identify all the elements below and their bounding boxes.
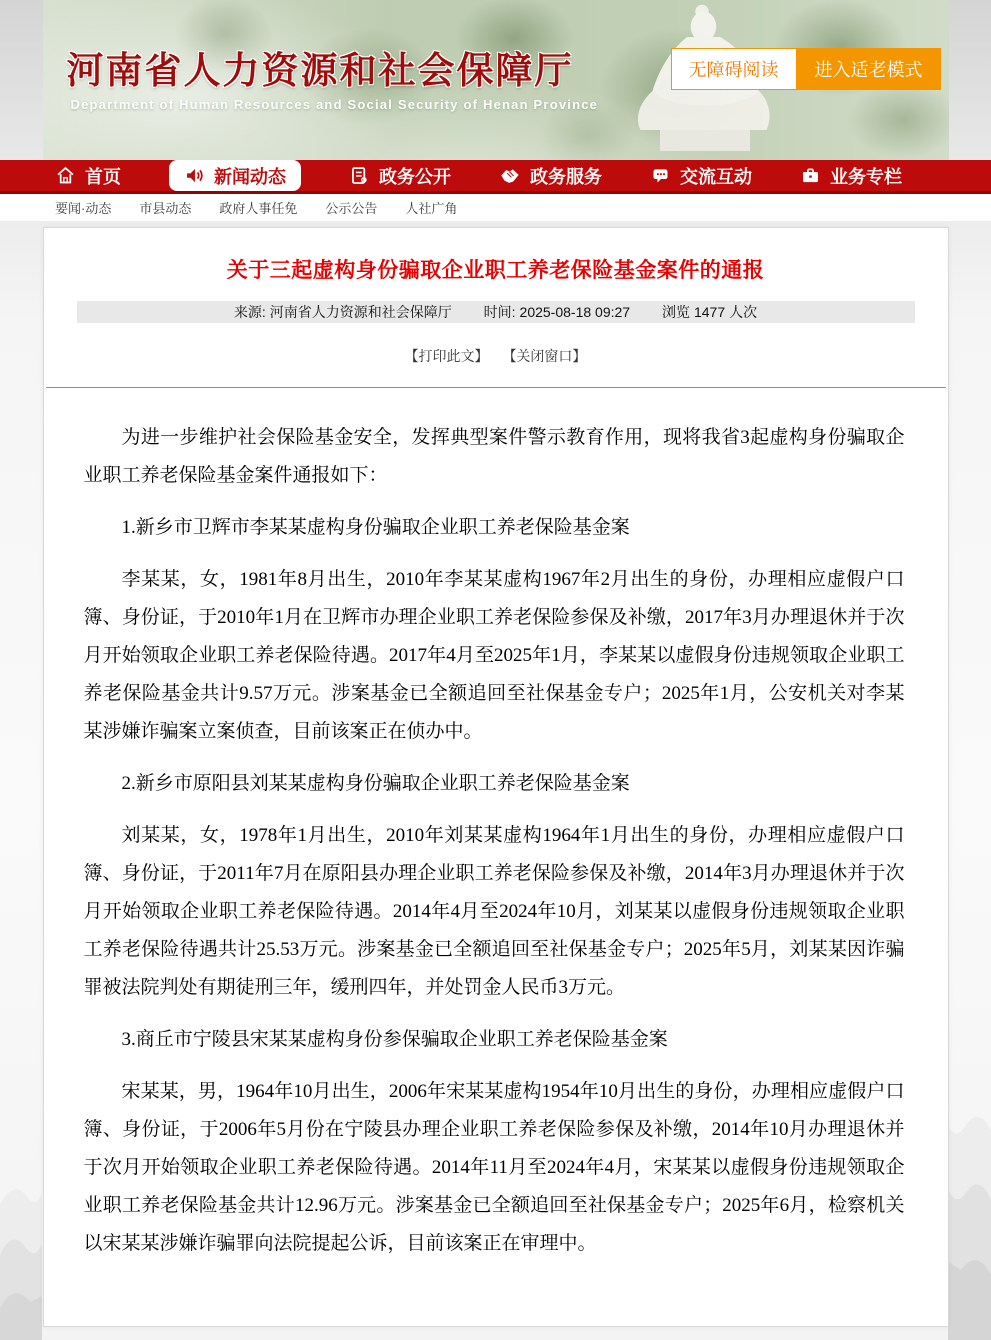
subnav-item-announcements[interactable]: 公示公告: [325, 201, 378, 216]
header-row: [0, 0, 991, 160]
speaker-icon: [184, 165, 205, 186]
article-actions: [44, 346, 948, 366]
nav-item-gov-services[interactable]: [499, 160, 602, 191]
close-window-link[interactable]: 【关闭窗口】: [502, 348, 587, 364]
elder-mode-button[interactable]: 进入适老模式: [797, 48, 941, 90]
nav-item-news[interactable]: [169, 160, 301, 191]
nav-item-home[interactable]: [55, 160, 121, 191]
time-label: 时间:: [483, 304, 516, 320]
article-meta: [77, 301, 915, 323]
chat-icon: [650, 165, 671, 186]
accessibility-reading-button[interactable]: 无障碍阅读: [671, 48, 797, 90]
views-label: 浏览: [661, 304, 690, 320]
subnav-item-personnel[interactable]: 政府人事任免: [219, 201, 298, 216]
home-icon: [55, 165, 76, 186]
sub-nav: [0, 194, 991, 221]
subnav-item-news-trends[interactable]: 要闻·动态: [55, 201, 112, 216]
article-body: [44, 388, 948, 1307]
site-subtitle: Department of Human Resources and Social Security of Henan Province: [70, 97, 599, 112]
main-area: [0, 221, 991, 1327]
site-title: 河南省人力资源和社会保障厅: [66, 50, 574, 91]
nav-item-gov-disclosure[interactable]: [349, 160, 451, 191]
case-heading-1: 1.新乡市卫辉市李某某虚构身份骗取企业职工养老保险基金案: [121, 517, 630, 538]
nav-item-label: 政务服务: [530, 166, 602, 187]
case-paragraph-1: 李某某，女，1981年8月出生，2010年李某某虚构1967年2月出生的身份，办理相应虚假户口簿、身份证，于2010年1月在卫辉市办理企业职工养老保险参保及补缴，2017年3月办理退休并于次月开始领取企业职工养老保险待遇。2017年4月至2025年1月，李某某以虚假身份违规领取企业职工养老保险基金共计9.57万元。涉案基金已全额追回至社保基金专户；2025年1月，公安机关对李某某涉嫌诈骗案立案侦查，目前该案正在侦办中。: [83, 569, 905, 742]
nav-item-label: 业务专栏: [830, 166, 902, 187]
subnav-item-city-county[interactable]: 市县动态: [139, 201, 192, 216]
nav-item-interaction[interactable]: [650, 160, 752, 191]
case-heading-2: 2.新乡市原阳县刘某某虚构身份骗取企业职工养老保险基金案: [121, 773, 630, 794]
site-banner: [43, 0, 949, 160]
nav-item-label: 交流互动: [680, 166, 752, 187]
briefcase-icon: [800, 165, 821, 186]
case-paragraph-2: 刘某某，女，1978年1月出生，2010年刘某某虚构1964年1月出生的身份，办理相应虚假户口簿、身份证，于2011年7月在原阳县办理企业职工养老保险参保及补缴，2014年3月办理退休并于次月开始领取企业职工养老保险待遇。2014年4月至2024年10月，刘某某以虚假身份违规领取企业职工养老保险待遇共计25.53万元。涉案基金已全额追回至社保基金专户；2025年5月，刘某某因诈骗罪被法院判处有期徒刑三年，缓刑四年，并处罚金人民币3万元。: [83, 825, 905, 998]
views-unit: 人次: [729, 304, 758, 320]
article-paragraph-intro: 为进一步维护社会保险基金安全，发挥典型案件警示教育作用，现将我省3起虚构身份骗取企业职工养老保险基金案件通报如下：: [83, 427, 905, 486]
subnav-item-hr-corner[interactable]: 人社广角: [405, 201, 458, 216]
print-link[interactable]: 【打印此文】: [404, 348, 489, 364]
nav-item-label: 首页: [85, 166, 121, 187]
case-paragraph-3: 宋某某，男，1964年10月出生，2006年宋某某虚构1954年10月出生的身份，办理相应虚假户口簿、身份证，于2006年5月份在宁陵县办理企业职工养老保险参保及补缴，2014年10月办理退休并于次月开始领取企业职工养老保险待遇。2014年11月至2024年4月，宋某某以虚假身份违规领取企业职工养老保险基金共计12.96万元。涉案基金已全额追回至社保基金专户；2025年6月，检察机关以宋某某涉嫌诈骗罪向法院提起公诉，目前该案正在审理中。: [83, 1081, 905, 1254]
nav-item-label: 政务公开: [379, 166, 451, 187]
time-value: 2025-08-18 09:27: [519, 304, 631, 320]
nav-item-label: 新闻动态: [214, 166, 286, 187]
views-count: 1477: [693, 304, 726, 320]
source-value: 河南省人力资源和社会保障厅: [269, 304, 452, 320]
article-title: 关于三起虚构身份骗取企业职工养老保险基金案件的通报: [226, 259, 765, 282]
document-icon: [349, 165, 370, 186]
source-label: 来源:: [233, 304, 266, 320]
case-heading-3: 3.商丘市宁陵县宋某某虚构身份参保骗取企业职工养老保险基金案: [121, 1029, 668, 1050]
main-nav: [0, 160, 991, 194]
nav-item-business-column[interactable]: [800, 160, 902, 191]
banner-buttons: [671, 48, 941, 90]
article-container: [43, 227, 949, 1327]
handshake-icon: [499, 165, 521, 187]
